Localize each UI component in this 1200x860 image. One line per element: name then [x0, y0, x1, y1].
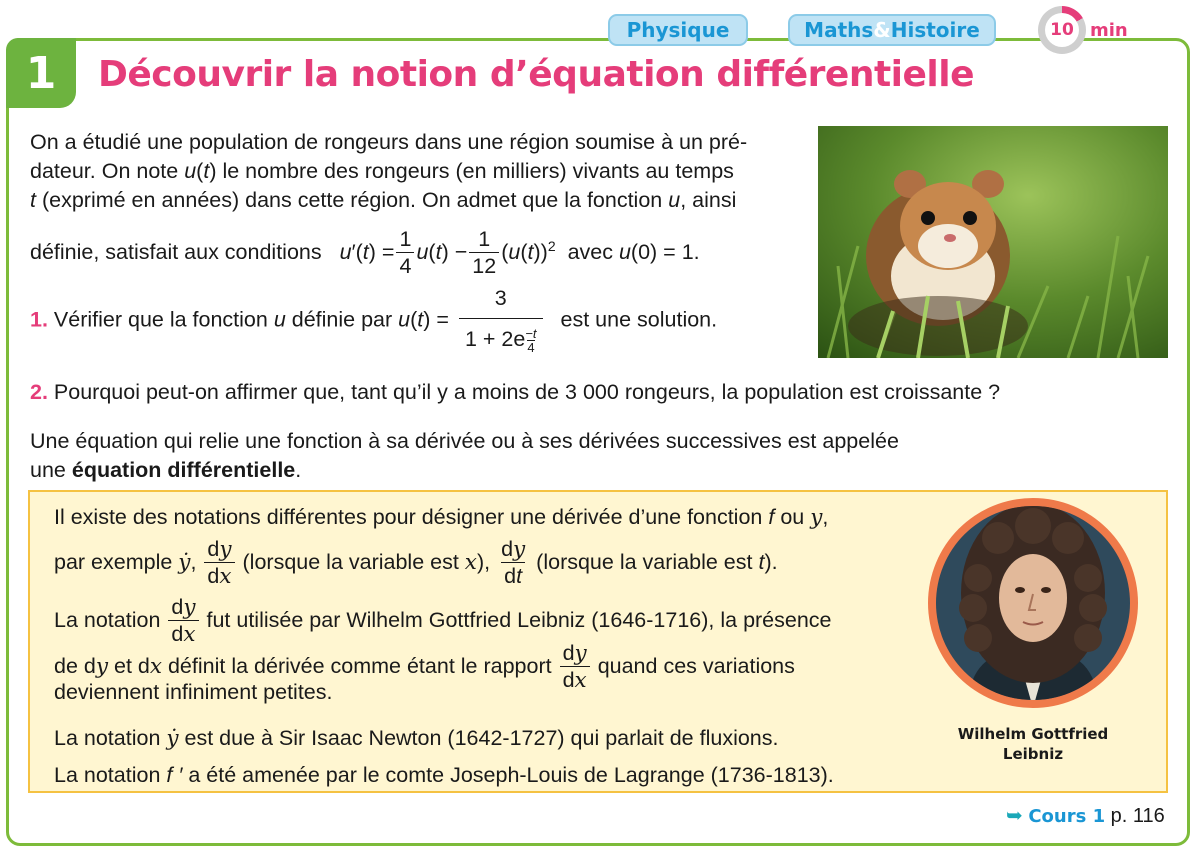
tag-maths-histoire	[788, 14, 996, 46]
differential-equation-formula: u′(t) = $\frac{1}{4}$ u(t) − $\frac{1}{12}$ $(u(t))^2$	[339, 226, 556, 279]
tag-physique-label: Physique	[626, 18, 730, 42]
info-line-2: par exemple ẏ, $\frac{dy}{dx}$ (lorsque la variable est x), $\frac{dy}{dt}$ (lorsque la variable est t).	[54, 536, 778, 590]
info-line-5: deviennent infiniment petites.	[54, 680, 333, 704]
solution-formula: 3 1 + 2e $^{\frac{-t}{4}}$	[459, 288, 543, 354]
timer-unit: min	[1090, 20, 1128, 41]
definition-line-2: une équation différentielle.	[30, 458, 302, 482]
intro-line-1: On a étudié une population de rongeurs dans une région soumise à un pré-	[30, 130, 748, 154]
leibniz-portrait	[928, 498, 1138, 708]
tag-histoire-label: Histoire	[890, 18, 980, 42]
intro-line-4: définie, satisfait aux conditions u′(t) = $\frac{1}{4}$ u(t) − $\frac{1}{12}$ $(u(t))^2$ avec u(0) = 1.	[30, 226, 700, 279]
intro-line-2: dateur. On note u(t) le nombre des rongeurs (en milliers) vivants au temps	[30, 159, 734, 183]
page-title: Découvrir la notion d’équation différentielle	[98, 54, 975, 95]
question-1-number: 1.	[30, 307, 48, 332]
question-1: 1. Vérifier que la fonction u définie par u(t) = 3 1 + 2e $^{\frac{-t}{4}}$ est une solution.	[30, 286, 718, 355]
info-line-4: de dy et dx définit la dérivée comme étant le rapport $\frac{dy}{dx}$ quand ces variations	[54, 640, 795, 694]
course-reference-link[interactable]	[1006, 803, 1165, 828]
definition-line-1: Une équation qui relie une fonction à sa dérivée ou à ses dérivées successives est appelée	[30, 429, 899, 453]
timer-value: 10	[1050, 20, 1074, 40]
tag-ampersand: &	[873, 18, 891, 42]
hamster-photo	[818, 126, 1168, 358]
exercise-number-badge	[6, 38, 76, 108]
course-label: Cours 1	[1028, 806, 1106, 827]
portrait-caption: Wilhelm Gottfried Leibniz	[957, 725, 1109, 763]
question-2: 2. Pourquoi peut-on affirmer que, tant qu’il y a moins de 3 000 rongeurs, la population est croissante ?	[30, 380, 1001, 404]
info-line-3: La notation $\frac{dy}{dx}$ fut utilisée par Wilhelm Gottfried Leibniz (1646-1716), la présence	[54, 594, 832, 648]
question-2-number: 2.	[30, 380, 48, 404]
info-line-1: Il existe des notations différentes pour désigner une dérivée d’une fonction f ou y,	[54, 505, 829, 530]
tag-physique	[608, 14, 748, 46]
intro-line-3: t (exprimé en années) dans cette région. On admet que la fonction u, ainsi	[30, 188, 737, 212]
exercise-number: 1	[25, 47, 57, 99]
arrow-right-icon: ➥	[1006, 805, 1023, 827]
info-line-6: La notation ẏ est due à Sir Isaac Newton (1642-1727) qui parlait de fluxions.	[54, 726, 779, 751]
tag-maths-label: Maths	[804, 18, 874, 42]
info-line-7: La notation f ′ a été amenée par le comte Joseph-Louis de Lagrange (1736-1813).	[54, 763, 834, 787]
timer-icon	[1038, 6, 1086, 54]
course-page: p. 116	[1105, 805, 1165, 827]
